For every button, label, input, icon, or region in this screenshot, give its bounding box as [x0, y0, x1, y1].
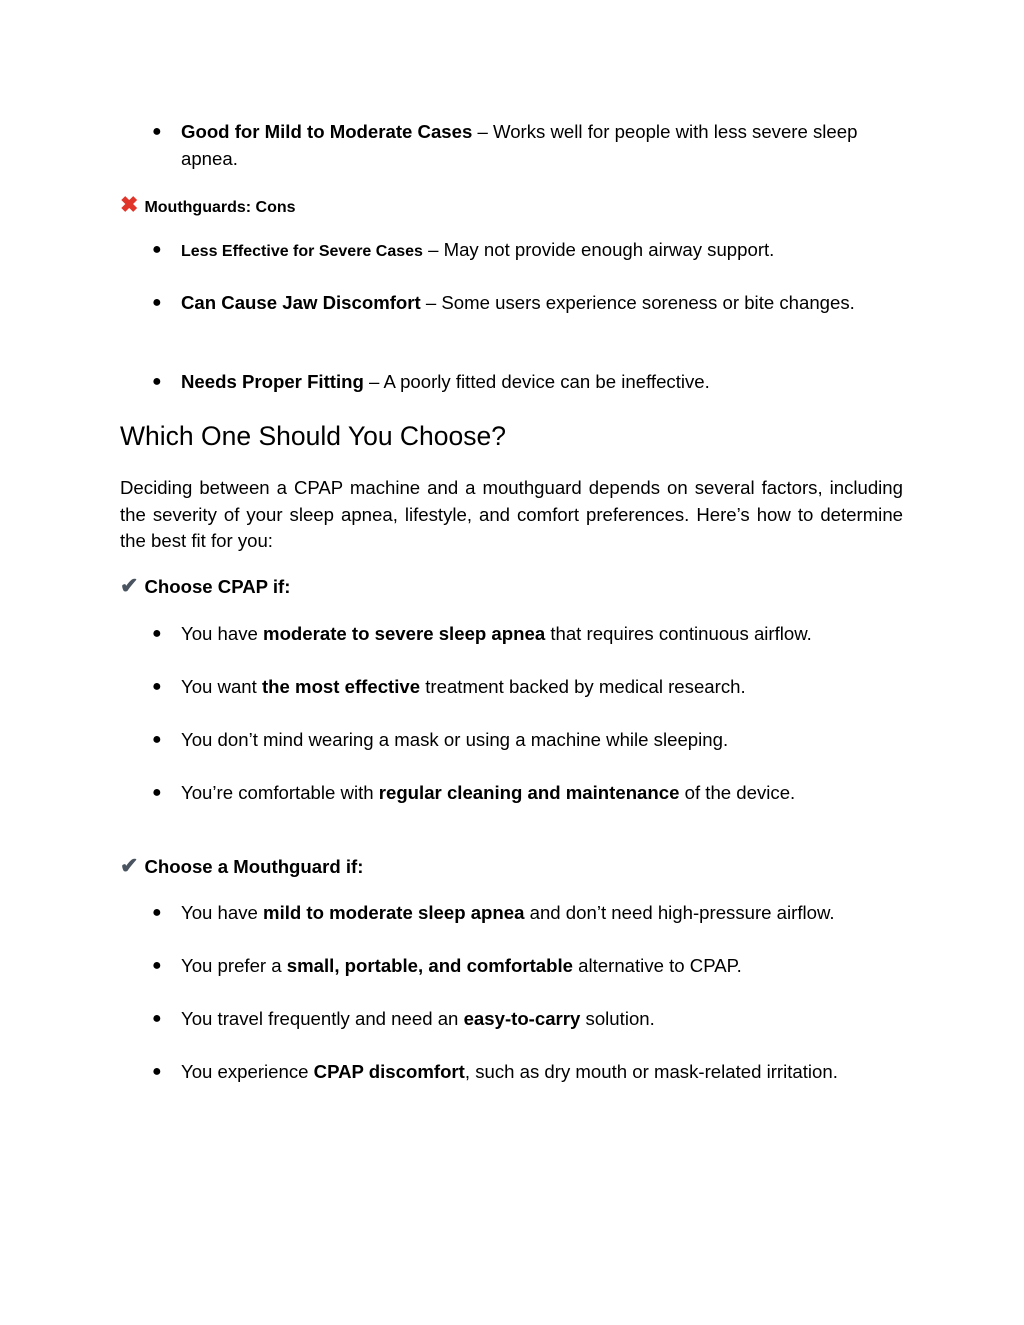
list-item — [152, 780, 912, 807]
list-item-bold: mild to moderate sleep apnea — [263, 902, 525, 923]
cons-list — [152, 237, 912, 266]
list-item-text: – Some users experience soreness or bite changes. — [420, 292, 855, 313]
list-item-text: , such as dry mouth or mask-related irritation. — [464, 1061, 838, 1082]
list-item-text: You experience — [181, 1061, 314, 1082]
list-item — [152, 621, 912, 648]
list-item-text: – A poorly fitted device can be ineffective. — [363, 371, 710, 392]
check-mark-icon: ✔ — [120, 573, 139, 598]
list-item — [152, 900, 912, 927]
cpap-heading-text: Choose CPAP if: — [144, 576, 291, 597]
list-item — [152, 674, 912, 701]
bullet-icon: ● — [152, 678, 162, 695]
mouthguard-heading — [120, 855, 363, 879]
cons-heading-text: Mouthguards: Cons — [144, 199, 296, 216]
list-item-text: solution. — [580, 1008, 655, 1029]
bullet-icon: ● — [152, 625, 162, 642]
bullet-icon: ● — [152, 904, 162, 921]
bullet-icon: ● — [152, 1063, 162, 1080]
list-item-bold: Can Cause Jaw Discomfort — [181, 292, 421, 313]
bullet-icon: ● — [152, 1010, 162, 1027]
cons-list-item-2 — [152, 290, 912, 317]
list-item-text: You have — [181, 623, 264, 644]
cpap-list-item-3 — [152, 727, 912, 754]
list-item-text: You want — [181, 676, 262, 697]
check-mark-icon: ✔ — [120, 853, 139, 878]
bullet-icon: ● — [152, 957, 162, 974]
list-item-text: that requires continuous airflow. — [545, 623, 812, 644]
bullet-icon: ● — [152, 241, 162, 258]
list-item — [152, 369, 912, 396]
bullet-icon: ● — [152, 784, 162, 801]
list-item — [152, 1006, 912, 1033]
list-item-text: of the device. — [679, 782, 796, 803]
mouthguard-list-item-3 — [152, 1006, 912, 1033]
pros-list-continued — [152, 119, 912, 172]
list-item — [152, 727, 912, 754]
bullet-icon: ● — [152, 294, 162, 311]
list-item — [152, 1059, 912, 1086]
bullet-icon: ● — [152, 123, 162, 140]
cpap-list-item-4 — [152, 780, 912, 807]
cross-mark-icon: ✖ — [120, 192, 139, 217]
list-item-bold: Needs Proper Fitting — [181, 371, 364, 392]
list-item — [152, 119, 912, 172]
list-item-text: treatment backed by medical research. — [420, 676, 746, 697]
list-item-bold: small, portable, and comfortable — [286, 955, 573, 976]
list-item-text: and don’t need high-pressure airflow. — [524, 902, 835, 923]
list-item-bold: moderate to severe sleep apnea — [263, 623, 546, 644]
cpap-list-item-2 — [152, 674, 912, 701]
cpap-heading — [120, 575, 290, 599]
list-item — [152, 237, 912, 266]
bullet-icon: ● — [152, 731, 162, 748]
list-item-text: You’re comfortable with — [181, 782, 379, 803]
list-item-bold: easy-to-carry — [463, 1008, 581, 1029]
list-item-text: You travel frequently and need an — [181, 1008, 464, 1029]
mouthguard-heading-text: Choose a Mouthguard if: — [144, 856, 364, 877]
intro-paragraph: Deciding between a CPAP machine and a mouthguard depends on several factors, including the severity of your sleep apnea, lifestyle, and comfort preferences. Here’s how to determine the best fit for you: — [120, 477, 903, 551]
list-item-text: – Works well for people with less severe sleep apnea. — [181, 121, 858, 169]
list-item-bold: the most effective — [261, 676, 421, 697]
mouthguard-list-item-4 — [152, 1059, 912, 1086]
cons-list-item-3 — [152, 369, 912, 396]
list-item-bold: Less Effective for Severe Cases — [181, 243, 423, 260]
cpap-list-item-1 — [152, 621, 912, 648]
list-item-text: You don’t mind wearing a mask or using a machine while sleeping. — [181, 729, 729, 750]
list-item — [152, 953, 912, 980]
section-title: Which One Should You Choose? — [120, 421, 506, 451]
list-item-text: You have — [181, 902, 264, 923]
list-item-text: – May not provide enough airway support. — [422, 239, 775, 260]
list-item-text: You prefer a — [181, 955, 287, 976]
list-item-text: alternative to CPAP. — [573, 955, 742, 976]
bullet-icon: ● — [152, 373, 162, 390]
cons-heading — [120, 194, 296, 219]
list-item-bold: regular cleaning and maintenance — [378, 782, 680, 803]
list-item — [152, 290, 912, 317]
mouthguard-list-item-2 — [152, 953, 912, 980]
mouthguard-list-item-1 — [152, 900, 912, 927]
list-item-bold: Good for Mild to Moderate Cases — [181, 121, 473, 142]
list-item-bold: CPAP discomfort — [313, 1061, 465, 1082]
